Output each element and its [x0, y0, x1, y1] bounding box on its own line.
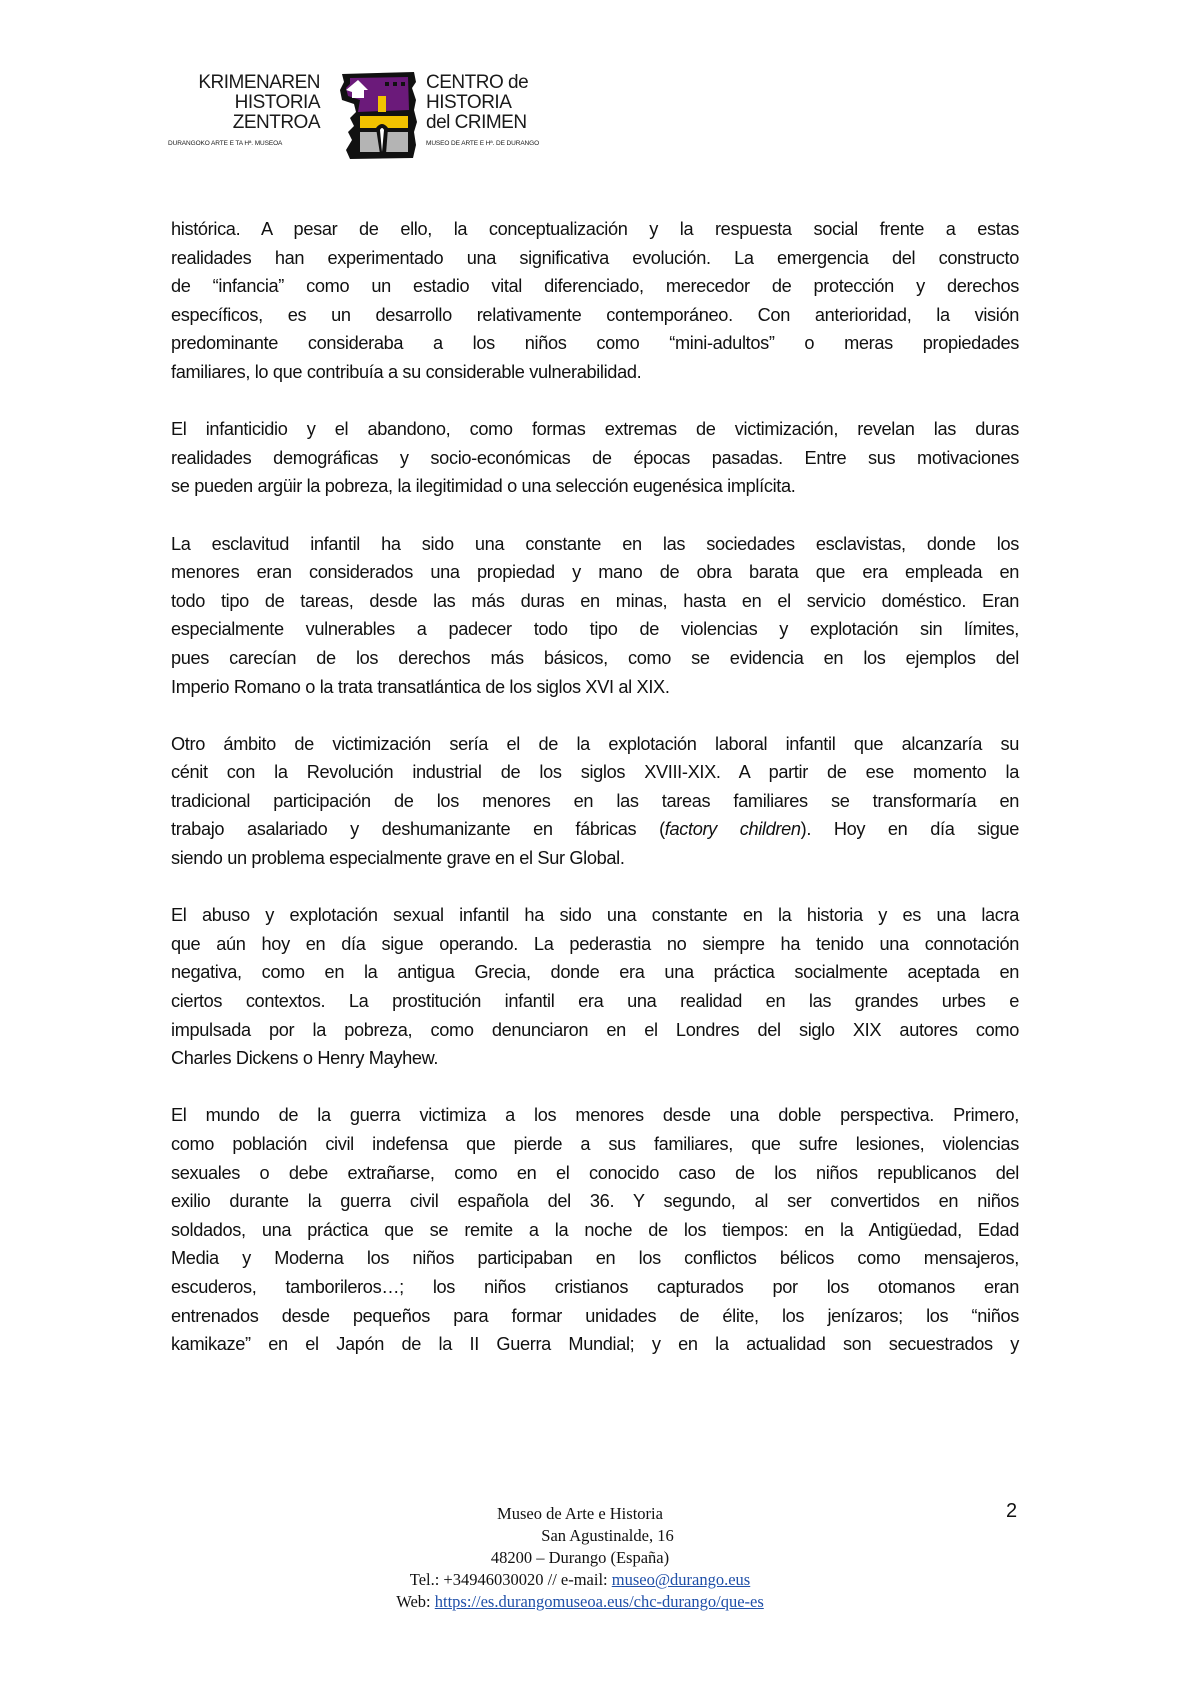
text-line: entrenados desde pequeños para formar unidades de élite, los jenízaros; los “niños [171, 1305, 1019, 1326]
text-line: Media y Moderna los niños participaban en los conflictos bélicos como mensajeros, [171, 1248, 1019, 1269]
crime-history-logo-mark [336, 70, 420, 160]
footer-tel: Tel.: +34946030020 // e-mail: [409, 1570, 612, 1589]
italic-term: factory children [664, 819, 801, 840]
text-line: sexuales o debe extrañarse, como en el conocido caso de los niños republicanos del [171, 1162, 1019, 1183]
footer-web-label: Web: [396, 1592, 435, 1611]
text-line: de “infancia” como un estadio vital diferenciado, merecedor de protección y derechos [171, 276, 1019, 297]
text-line: El mundo de la guerra victimiza a los menores desde una doble perspectiva. Primero, [171, 1105, 1019, 1126]
logo-line: del CRIMEN [426, 112, 527, 133]
logo-line: ZENTROA [232, 112, 320, 133]
text-line: Imperio Romano o la trata transatlántica de los siglos XVI al XIX. [171, 676, 670, 697]
text-line: predominante consideraba a los niños como “mini-adultos” o meras propiedades [171, 333, 1019, 354]
page-header [170, 70, 580, 160]
text-line: siendo un problema especialmente grave en el Sur Global. [171, 848, 625, 869]
page-footer [330, 1503, 830, 1613]
footer-contact [330, 1569, 830, 1591]
logo-line: CENTRO de [426, 72, 529, 93]
logo-line: KRIMENAREN [198, 72, 320, 93]
text-line: especialmente vulnerables a padecer todo tipo de violencias y explotación sin límites, [171, 619, 1019, 640]
text-line: histórica. A pesar de ello, la conceptualización y la respuesta social frente a estas [171, 219, 1019, 239]
text-line [171, 815, 1019, 844]
text-line: El abuso y explotación sexual infantil ha sido una constante en la historia y es una lacra [171, 905, 1019, 926]
footer-address: San Agustinalde, 16 [541, 1526, 674, 1545]
logo-line: HISTORIA [234, 92, 320, 113]
text-line: escuderos, tamborileros…; los niños cristianos capturados por los otomanos eran [171, 1276, 1019, 1297]
paragraph [171, 1101, 1019, 1358]
text-line: cénit con la Revolución industrial de los siglos XVIII-XIX. A partir de ese momento la [171, 762, 1019, 783]
text-line: todo tipo de tareas, desde las más duras en minas, hasta en el servicio doméstico. Eran [171, 590, 1019, 611]
logo-text-basque [170, 73, 320, 148]
document-body [171, 215, 1019, 1387]
paragraph [171, 901, 1019, 1073]
text-line: kamikaze” en el Japón de la II Guerra Mundial; y en la actualidad son secuestrados y [171, 1334, 1019, 1355]
logo-tower-window [378, 96, 386, 112]
logo-line: HISTORIA [426, 92, 512, 113]
text-line: específicos, es un desarrollo relativamente contemporáneo. Con anterioridad, la visión [171, 304, 1019, 325]
logo-subtitle: DURANGOKO ARTE E TA Hª. MUSEOA [168, 140, 283, 147]
text-line: Charles Dickens o Henry Mayhew. [171, 1048, 439, 1069]
footer-web [330, 1591, 830, 1613]
page-number: 2 [1006, 1500, 1018, 1522]
paragraph [171, 730, 1019, 873]
paragraph [171, 215, 1019, 387]
website-link[interactable]: https://es.durangomuseoa.eus/chc-durango/que-es [434, 1592, 764, 1611]
text-run: ). Hoy en día sigue [800, 819, 1020, 840]
text-line: que aún hoy en día sigue operando. La pederastia no siempre ha tenido una connotación [171, 933, 1019, 954]
text-line: exilio durante la guerra civil española del 36. Y segundo, al ser convertidos en niños [171, 1191, 1019, 1212]
email-link[interactable]: museo@durango.eus [611, 1570, 751, 1589]
logo-subtitle: MUSEO DE ARTE E Hª. DE DURANGO [426, 140, 540, 147]
text-line: Otro ámbito de victimización sería el de la explotación laboral infantil que alcanzaría su [171, 733, 1019, 754]
text-line: soldados, una práctica que se remite a la noche de los tiempos: en la Antigüedad, Edad [171, 1219, 1019, 1240]
text-line: realidades han experimentado una significativa evolución. La emergencia del constructo [171, 247, 1019, 268]
paragraph [171, 415, 1019, 501]
text-line: como población civil indefensa que pierde a sus familiares, que sufre lesiones, violencias [171, 1134, 1019, 1154]
logo-text-spanish [426, 73, 626, 148]
text-run: trabajo asalariado y deshumanizante en fábricas ( [171, 819, 665, 840]
text-line: El infanticidio y el abandono, como formas extremas de victimización, revelan las duras [171, 419, 1019, 440]
text-line: menores eran considerados una propiedad y mano de obra barata que era empleada en [171, 562, 1019, 583]
text-line: se pueden argüir la pobreza, la ilegitimidad o una selección eugenésica implícita. [171, 476, 796, 497]
text-line: pues carecían de los derechos más básicos, como se evidencia en los ejemplos del [171, 647, 1019, 668]
text-line: ciertos contextos. La prostitución infantil era una realidad en las grandes urbes e [171, 991, 1019, 1012]
text-line: realidades demográficas y socio-económicas de épocas pasadas. Entre sus motivaciones [171, 447, 1019, 468]
footer-museum-name: Museo de Arte e Historia [497, 1504, 663, 1523]
text-line: negativa, como en la antigua Grecia, donde era una práctica socialmente aceptada en [171, 962, 1019, 983]
text-line: tradicional participación de los menores en las tareas familiares se transformaría en [171, 790, 1019, 811]
text-line: familiares, lo que contribuía a su considerable vulnerabilidad. [171, 361, 642, 382]
text-line: impulsada por la pobreza, como denunciaron en el Londres del siglo XIX autores como [171, 1019, 1019, 1040]
footer-postal-city: 48200 – Durango (España) [490, 1548, 670, 1567]
text-line: La esclavitud infantil ha sido una constante en las sociedades esclavistas, donde los [171, 533, 1019, 554]
paragraph [171, 530, 1019, 702]
